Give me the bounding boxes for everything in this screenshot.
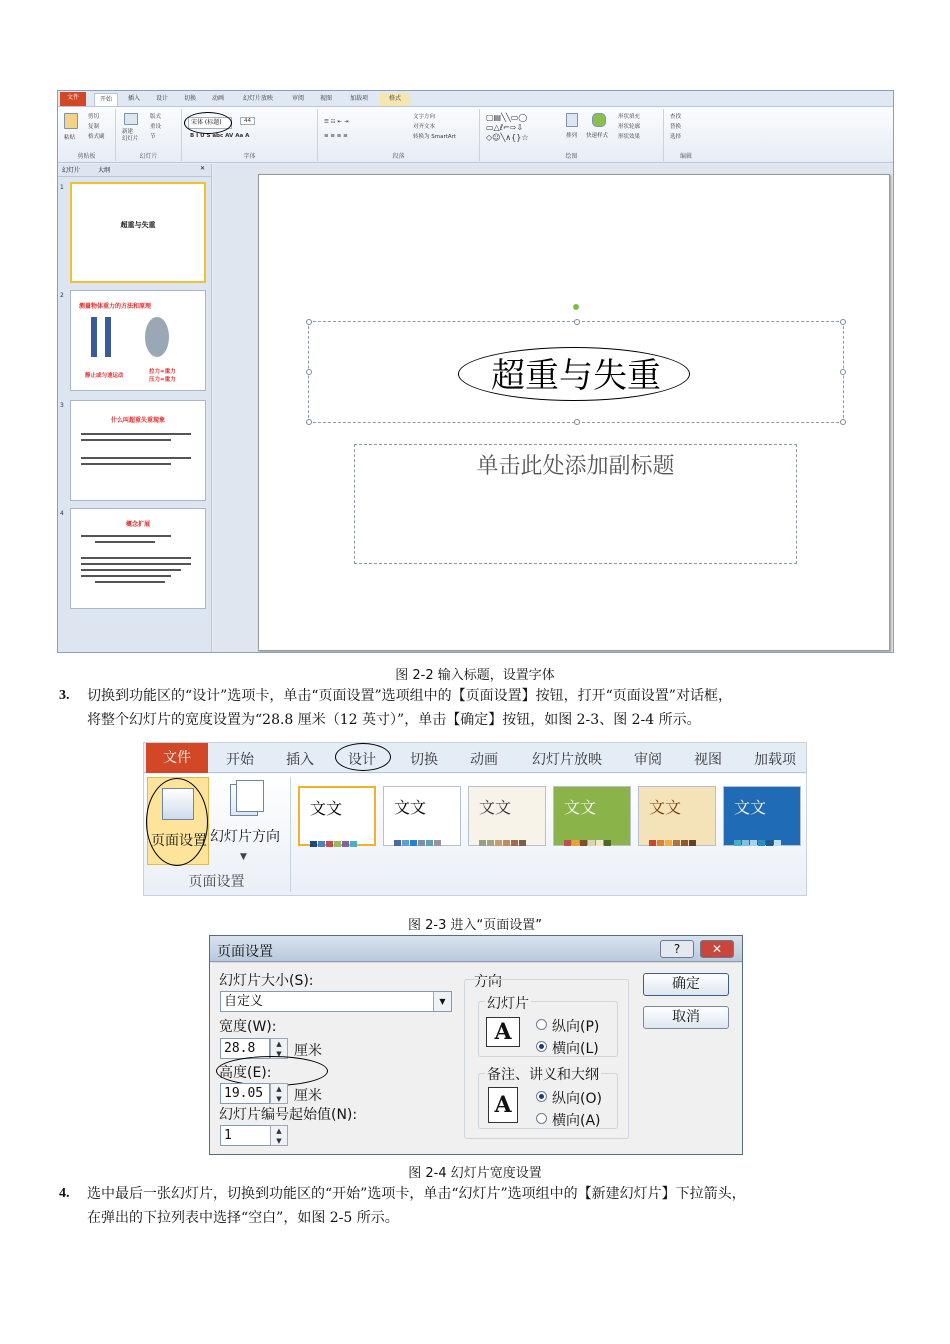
group-label: 段落 <box>392 153 405 160</box>
theme-color-swatch <box>487 840 494 846</box>
tab-outline[interactable]: 大纲 <box>98 167 111 174</box>
theme-color-swatch <box>766 840 773 846</box>
align-text-button[interactable]: 对齐文本 <box>413 124 436 130</box>
theme-color-bars <box>649 831 699 837</box>
resize-handle[interactable] <box>574 319 580 325</box>
design-ribbon <box>144 774 806 896</box>
slide-size-select[interactable] <box>220 991 452 1012</box>
width-stepper[interactable]: ▲ ▼ <box>270 1038 288 1059</box>
tab-review[interactable]: 审阅 <box>291 95 304 102</box>
thumb-title: 测量物体重力的方法和原理 <box>79 303 152 310</box>
theme-color-swatch <box>689 840 696 846</box>
close-button[interactable]: ✕ <box>700 940 734 958</box>
font-size-box[interactable]: 44 <box>240 117 255 125</box>
shape-fill-button[interactable]: 形状填充 <box>618 114 641 120</box>
slide-thumbnail-3[interactable] <box>70 400 206 501</box>
portrait-page-icon: A <box>488 1087 518 1123</box>
thumb-title: 概念扩展 <box>125 521 150 528</box>
slides-portrait-label: 纵向(P) <box>552 1019 600 1035</box>
tab-slideshow[interactable]: 幻灯片放映 <box>242 95 273 102</box>
quick-styles-button[interactable]: 快速样式 <box>586 133 609 139</box>
tab-view[interactable]: 视图 <box>694 752 722 768</box>
theme-color-swatch <box>511 840 518 846</box>
notes-landscape-label: 横向(A) <box>552 1113 601 1129</box>
thumb-title: 超重与失重 <box>120 221 156 229</box>
thumb-number: 2 <box>60 292 64 299</box>
smartart-button[interactable]: 转换为 SmartArt <box>413 134 457 140</box>
tab-slides[interactable]: 幻灯片 <box>62 167 81 174</box>
dialog-titlebar <box>210 936 742 962</box>
theme-color-swatch <box>572 840 579 846</box>
arrange-icon[interactable] <box>566 113 578 127</box>
replace-button[interactable]: 替换 <box>670 124 682 130</box>
theme-color-swatch <box>742 840 749 846</box>
slide-orientation-button[interactable]: 幻灯片方向 <box>210 829 280 845</box>
slide-editing-area <box>213 164 894 653</box>
slides-landscape-label: 横向(L) <box>552 1041 599 1057</box>
group-clipboard <box>58 109 116 161</box>
group-label: 幻灯片 <box>139 153 158 160</box>
theme-color-swatch <box>734 840 741 846</box>
text-line <box>95 581 165 583</box>
figure-caption-2-3: 图 2-3 进入“页面设置” <box>408 918 542 933</box>
tab-design[interactable]: 设计 <box>155 95 168 102</box>
cancel-button[interactable]: 取消 <box>643 1006 729 1029</box>
theme-thumbnail[interactable] <box>723 786 801 846</box>
theme-color-swatch <box>681 840 688 846</box>
tab-addins[interactable]: 加载项 <box>754 752 796 768</box>
shape-outline-button[interactable]: 形状轮廓 <box>618 124 641 130</box>
slide-orientation-icon-front <box>236 780 264 812</box>
scale-image <box>145 317 169 357</box>
theme-color-swatch <box>318 841 325 847</box>
thumb-caption: 静止或匀速运动 <box>85 373 124 379</box>
thumb-number: 3 <box>60 402 64 409</box>
text-line <box>81 535 171 537</box>
width-input[interactable]: 28.8 <box>220 1038 270 1059</box>
theme-color-swatch <box>426 840 433 846</box>
shapes-gallery[interactable]: ▢▤╲╲▭◯ <box>486 113 528 122</box>
chevron-down-icon[interactable]: ▼ <box>433 992 451 1011</box>
text-direction-button[interactable]: 文字方向 <box>413 114 436 120</box>
slide-thumbnail-panel <box>58 164 212 653</box>
align-buttons[interactable]: ≡ ≡ ≡ ≡ <box>324 133 348 139</box>
slide-size-label: 幻灯片大小(S): <box>219 973 314 989</box>
tab-transitions[interactable]: 切换 <box>410 752 438 768</box>
copy-button[interactable]: 复制 <box>88 124 100 130</box>
width-unit: 厘米 <box>294 1043 322 1059</box>
theme-thumbnail[interactable] <box>553 786 631 846</box>
figure-caption-2-4: 图 2-4 幻灯片宽度设置 <box>408 1166 542 1181</box>
theme-color-bars <box>310 832 360 838</box>
ribbon-tab-bar <box>58 91 893 107</box>
theme-color-swatch <box>758 840 765 846</box>
tab-file[interactable]: 文件 <box>146 743 208 773</box>
start-number-stepper[interactable]: ▲ ▼ <box>270 1125 288 1146</box>
step-number: 4. <box>59 1186 70 1201</box>
find-button[interactable]: 查找 <box>670 114 682 120</box>
text-line <box>81 569 181 571</box>
theme-sample-text: 文文 <box>564 798 597 817</box>
theme-color-swatch <box>334 841 341 847</box>
paste-icon[interactable] <box>64 113 78 129</box>
reset-button[interactable]: 重设 <box>150 124 162 130</box>
theme-color-swatch <box>580 840 587 846</box>
ok-button[interactable]: 确定 <box>643 973 729 996</box>
tab-file[interactable]: 文件 <box>60 92 86 106</box>
section-button[interactable]: 节 <box>150 134 156 140</box>
theme-color-swatch <box>326 841 333 847</box>
font-name-highlight-oval <box>184 112 232 134</box>
theme-color-swatch <box>519 840 526 846</box>
tab-insert[interactable]: 插入 <box>286 752 314 768</box>
theme-color-swatch <box>649 840 656 846</box>
resize-handle[interactable] <box>306 419 312 425</box>
text-line <box>81 457 191 459</box>
theme-color-swatch <box>503 840 510 846</box>
group-label: 页面设置 <box>188 874 245 890</box>
page-setup-highlight-oval <box>146 778 208 866</box>
rotation-handle[interactable] <box>573 304 579 310</box>
theme-thumbnail[interactable] <box>298 786 376 846</box>
theme-color-swatch <box>774 840 781 846</box>
tab-insert[interactable]: 插入 <box>127 95 140 102</box>
tab-animations[interactable]: 动画 <box>470 752 498 768</box>
theme-color-swatch <box>434 840 441 846</box>
text-line <box>81 439 171 441</box>
tab-view[interactable]: 视图 <box>319 95 332 102</box>
notes-portrait-label: 纵向(O) <box>552 1091 602 1107</box>
slide-size-value: 自定义 <box>224 994 264 1009</box>
dialog-title: 页面设置 <box>217 944 273 960</box>
tab-format[interactable]: 格式 <box>380 93 410 106</box>
resize-handle[interactable] <box>574 419 580 425</box>
height-stepper[interactable]: ▲ ▼ <box>270 1083 288 1104</box>
theme-thumbnail[interactable] <box>383 786 461 846</box>
layout-button[interactable]: 版式 <box>150 114 162 120</box>
tab-review[interactable]: 审阅 <box>634 752 662 768</box>
theme-color-swatch <box>402 840 409 846</box>
page-setup-dialog <box>209 935 743 1155</box>
orientation-label: 方向 <box>474 974 502 990</box>
theme-color-bars <box>479 831 529 837</box>
theme-sample-text: 文文 <box>734 798 767 817</box>
tab-addins[interactable]: 加载项 <box>349 95 368 102</box>
group-paragraph <box>318 109 480 161</box>
theme-color-swatch <box>394 840 401 846</box>
theme-color-swatch <box>596 840 603 846</box>
format-painter-button[interactable]: 格式刷 <box>88 134 105 140</box>
page-setup-label: 页面设置 <box>151 833 207 849</box>
close-icon[interactable]: ✕ <box>200 165 206 172</box>
theme-sample-text: 文文 <box>479 798 512 817</box>
tab-home[interactable]: 开始 <box>226 752 254 768</box>
theme-thumbnail[interactable] <box>468 786 546 846</box>
step-text-line: 将整个幻灯片的宽度设置为“28.8 厘米（12 英寸）”，单击【确定】按钮，如图 2-3、图 2-4 所示。 <box>87 712 701 728</box>
slide-subtitle[interactable]: 单击此处添加副标题 <box>476 454 675 479</box>
text-line <box>81 563 191 565</box>
theme-color-swatch <box>350 841 357 847</box>
quick-styles-icon[interactable] <box>592 113 606 127</box>
width-label: 宽度(W): <box>219 1019 277 1035</box>
start-number-label: 幻灯片编号起始值(N): <box>219 1107 358 1123</box>
spring-scale-image <box>105 317 111 357</box>
theme-thumbnail[interactable] <box>638 786 716 846</box>
arrange-button[interactable]: 排列 <box>566 133 578 139</box>
group-label: 字体 <box>243 153 256 160</box>
theme-color-bars <box>734 831 784 837</box>
group-divider <box>290 777 291 892</box>
tab-animations[interactable]: 动画 <box>211 95 224 102</box>
height-label: 高度(E): <box>219 1065 272 1081</box>
chevron-down-icon[interactable]: ▼ <box>240 852 247 862</box>
theme-color-swatch <box>479 840 486 846</box>
theme-sample-text: 文文 <box>649 798 682 817</box>
group-drawing <box>480 109 664 161</box>
tab-transitions[interactable]: 切换 <box>183 95 196 102</box>
design-tab-highlight-oval <box>335 743 391 771</box>
notes-portrait-radio[interactable] <box>536 1091 547 1102</box>
list-buttons[interactable]: ☰ ☷ ⇤ ⇥ <box>324 119 349 125</box>
group-label: 编辑 <box>679 153 692 160</box>
slides-group-label: 幻灯片 <box>485 993 531 1013</box>
theme-color-bars <box>394 831 444 837</box>
group-label: 绘图 <box>565 153 578 160</box>
panel-tabs <box>58 164 211 177</box>
tab-home[interactable]: 开始 <box>94 93 118 106</box>
thumb-number: 4 <box>60 510 64 517</box>
theme-color-swatch <box>418 840 425 846</box>
slides-portrait-radio[interactable] <box>536 1019 547 1030</box>
design-ribbon-screenshot <box>143 742 807 896</box>
home-ribbon <box>58 107 893 163</box>
text-line <box>81 557 191 559</box>
font-style-buttons[interactable]: B I U S abc AV Aa A <box>190 133 250 139</box>
theme-sample-text: 文文 <box>394 798 427 817</box>
theme-color-swatch <box>750 840 757 846</box>
figure-caption-2-2: 图 2-2 输入标题，设置字体 <box>395 668 555 683</box>
step-text-line: 切换到功能区的“设计”选项卡，单击“页面设置”选项组中的【页面设置】按钮，打开“页面设置”对话框， <box>87 688 732 704</box>
notes-group-label: 备注、讲义和大纲 <box>485 1064 601 1084</box>
step-4-paragraph <box>59 1182 897 1230</box>
shape-effects-button[interactable]: 形状效果 <box>618 134 641 140</box>
theme-color-swatch <box>604 840 611 846</box>
resize-handle[interactable] <box>306 319 312 325</box>
group-slides <box>116 109 182 161</box>
spring-scale-image <box>91 317 97 357</box>
group-label: 剪贴板 <box>77 153 96 160</box>
theme-color-bars <box>564 831 614 837</box>
group-editing <box>664 109 708 161</box>
new-slide-button[interactable]: 新建 幻灯片 <box>122 129 139 142</box>
select-button[interactable]: 选择 <box>670 134 682 140</box>
thumb-result-1: 拉力=重力 <box>149 369 176 375</box>
text-line <box>81 433 191 435</box>
theme-color-swatch <box>410 840 417 846</box>
landscape-page-icon: A <box>486 1017 520 1047</box>
slide-thumbnail-2[interactable] <box>70 290 206 391</box>
tab-design[interactable]: 设计 <box>348 752 376 768</box>
text-line <box>81 463 171 465</box>
theme-color-swatch <box>673 840 680 846</box>
theme-color-swatch <box>588 840 595 846</box>
powerpoint-window-screenshot <box>57 90 894 653</box>
theme-color-swatch <box>342 841 349 847</box>
height-unit: 厘米 <box>294 1088 322 1104</box>
tab-slideshow[interactable]: 幻灯片放映 <box>532 752 602 768</box>
text-line <box>95 541 155 543</box>
font-name-box[interactable]: 宋体 (标题) <box>188 117 232 129</box>
slide-title[interactable]: 超重与失重 <box>491 356 661 396</box>
thumb-title: 什么叫超重失重现象 <box>110 417 165 424</box>
subtitle-placeholder[interactable] <box>354 444 797 564</box>
shapes-gallery-row3[interactable]: ◇☺╲∧{}☆ <box>486 133 529 142</box>
step-text-line: 在弹出的下拉列表中选择“空白”，如图 2-5 所示。 <box>87 1210 399 1226</box>
step-text-line: 选中最后一张幻灯片，切换到功能区的“开始”选项卡，单击“幻灯片”选项组中的【新建幻灯片】下拉箭头， <box>87 1186 746 1202</box>
start-number-input[interactable]: 1 <box>220 1125 278 1146</box>
thumb-number: 1 <box>60 184 64 191</box>
notes-landscape-radio[interactable] <box>536 1113 547 1124</box>
slides-landscape-radio[interactable] <box>536 1041 547 1052</box>
height-input[interactable]: 19.05 <box>220 1083 270 1104</box>
shapes-gallery-row2[interactable]: ▭△ℓ⌐⇨⇩ <box>486 123 524 132</box>
slide-canvas <box>258 174 890 651</box>
resize-handle[interactable] <box>840 319 846 325</box>
help-button[interactable]: ? <box>660 940 694 958</box>
resize-handle[interactable] <box>840 419 846 425</box>
new-slide-icon[interactable] <box>124 113 138 125</box>
ribbon-tab-bar <box>144 743 806 773</box>
theme-color-swatch <box>495 840 502 846</box>
cut-button[interactable]: 剪切 <box>88 114 100 120</box>
thumb-result-2: 压力=重力 <box>149 377 176 383</box>
title-highlight-oval <box>458 347 690 401</box>
text-line <box>81 575 171 577</box>
slide-thumbnail-1[interactable] <box>70 182 206 283</box>
theme-color-swatch <box>657 840 664 846</box>
step-3-paragraph <box>59 684 897 732</box>
title-placeholder[interactable] <box>308 321 844 423</box>
theme-color-swatch <box>310 841 317 847</box>
step-number: 3. <box>59 688 70 703</box>
dialog-body <box>210 963 742 1155</box>
theme-color-swatch <box>665 840 672 846</box>
theme-color-swatch <box>564 840 571 846</box>
theme-sample-text: 文文 <box>310 799 343 818</box>
slide-thumbnail-4[interactable] <box>70 508 206 609</box>
paste-button[interactable]: 粘贴 <box>64 135 76 141</box>
